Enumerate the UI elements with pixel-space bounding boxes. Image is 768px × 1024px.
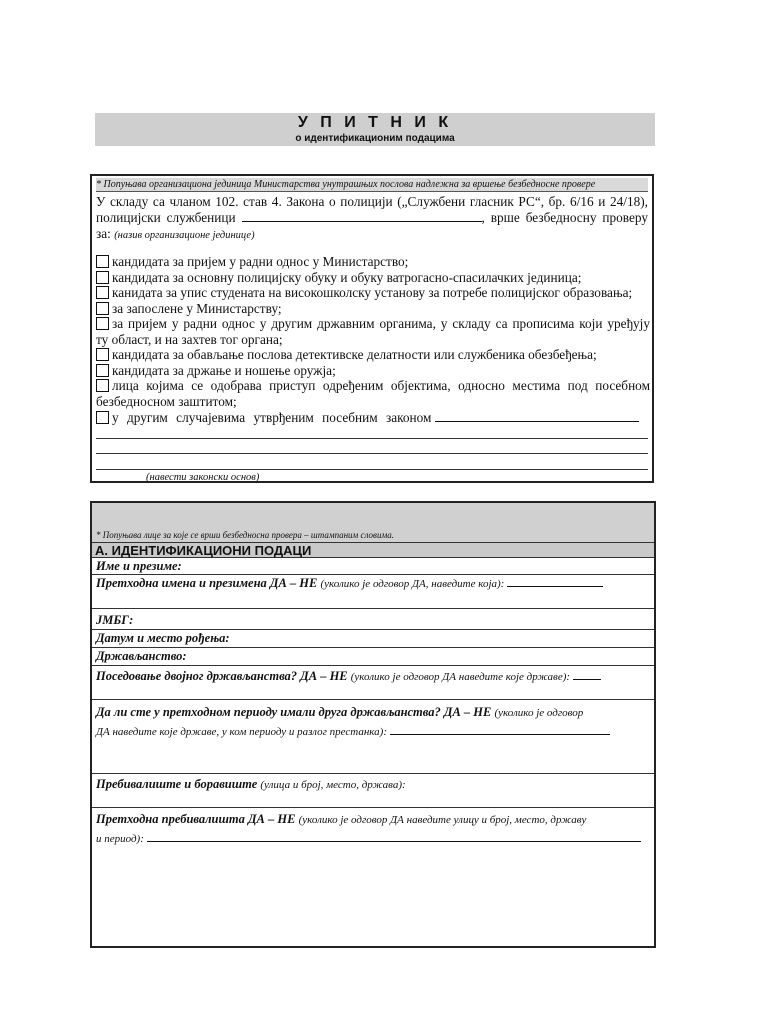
verification-unit-section	[90, 174, 654, 483]
previous-names-label: Претходна имена и презимена ДА – НЕ	[96, 576, 318, 590]
option-row	[96, 363, 650, 379]
person-note: * Попуњава лице за које се врши безбедносна провера – штампаним словима.	[96, 530, 394, 540]
legal-basis-line[interactable]	[96, 438, 648, 439]
checkbox[interactable]	[96, 317, 109, 330]
option-label: кандидата за пријем у радни однос у Министарство;	[112, 254, 409, 269]
previous-residences-hint-end: и период):	[96, 833, 144, 845]
previous-citizenship-field[interactable]	[390, 723, 610, 735]
option-row	[96, 347, 650, 363]
citizenship-label: Држављанство:	[96, 649, 187, 663]
intro-line-2	[96, 210, 648, 226]
checkbox[interactable]	[96, 411, 109, 424]
intro-line-2-start: полицијски службеници	[96, 210, 236, 225]
option-row	[96, 316, 650, 332]
previous-citizenship-row[interactable]	[92, 700, 654, 774]
option-row	[96, 409, 650, 426]
intro-line-2-end: , врше безбедносну проверу	[481, 210, 648, 225]
previous-citizenship-label: Да ли сте у претходном периоду имали друга држављанства? ДА – НЕ	[96, 705, 492, 719]
birth-row[interactable]	[92, 630, 654, 648]
residence-label: Пребивалиште и боравиште	[96, 777, 258, 791]
intro-line-3-start: за:	[96, 226, 111, 241]
previous-names-row[interactable]	[92, 575, 654, 609]
previous-residences-row[interactable]	[92, 808, 654, 946]
option-label: лица којима се одобрава приступ одређеним објектима, односно местима под посебном	[112, 378, 650, 393]
dual-citizenship-row[interactable]	[92, 666, 654, 700]
other-law-field[interactable]	[435, 409, 639, 422]
previous-residences-label: Претходна пребивалишта ДА – НЕ	[96, 812, 296, 826]
previous-names-hint: (уколико је одговор ДА, наведите која):	[320, 578, 505, 590]
dual-citizenship-label: Поседовање двојног држављанства? ДА – НЕ	[96, 669, 348, 683]
dual-citizenship-hint: (уколико је одговор ДА наведите које државе):	[350, 671, 571, 683]
previous-residences-hint-start: (уколико је одговор ДА наведите улицу и број, место, државу	[298, 814, 587, 826]
option-label: канидата за упис студената на високошколску установу за потребе полицијског образовања;	[112, 285, 633, 300]
option-row	[96, 301, 650, 317]
option-row	[96, 254, 650, 270]
birth-label: Датум и место рођења:	[96, 631, 230, 645]
unit-note: * Попуњава организациона јединица Министарства унутрашњих послова надлежна за вршење безбедносне провере	[96, 178, 648, 192]
form-title-band	[95, 113, 655, 146]
option-continuation: ту област, и на захтев тог органа;	[96, 331, 283, 347]
option-label: у другим случајевима утврђеним посебним законом	[112, 410, 432, 425]
legal-basis-line[interactable]	[96, 453, 648, 454]
option-row	[96, 270, 650, 286]
option-continuation: безбедносном заштитом;	[96, 393, 237, 409]
name-row[interactable]	[92, 558, 654, 575]
checkbox[interactable]	[96, 271, 109, 284]
previous-residences-field[interactable]	[147, 830, 641, 842]
unit-name-hint: (назив организационе јединице)	[114, 230, 255, 241]
form-title: У П И Т Н И К	[297, 114, 453, 131]
checkbox[interactable]	[96, 379, 109, 392]
unit-name-field[interactable]	[242, 210, 482, 222]
checkbox[interactable]	[96, 364, 109, 377]
identification-section	[90, 501, 656, 948]
name-label: Име и презиме:	[96, 559, 182, 573]
checkbox[interactable]	[96, 302, 109, 315]
form-subtitle: о идентификационим подацима	[295, 133, 455, 144]
option-label: за пријем у радни однос у другим државним органима, у складу са прописима који уређују	[112, 316, 650, 331]
section-a-header: А. ИДЕНТИФИКАЦИОНИ ПОДАЦИ	[92, 542, 654, 558]
dual-citizenship-field[interactable]	[573, 668, 601, 680]
checkbox[interactable]	[96, 348, 109, 361]
intro-line-1: У складу са чланом 102. став 4. Закона о полицији („Службени гласник РС“, бр. 6/16 и 24/18),	[96, 194, 648, 209]
option-label: кандидата за основну полицијску обуку и обуку ватрогасно-спасилачких јединица;	[112, 269, 582, 285]
intro-line-3	[96, 226, 648, 244]
jmbg-label: ЈМБГ:	[96, 613, 134, 627]
option-label: за запослене у Министарству;	[112, 300, 282, 316]
legal-basis-hint: (навести законски основ)	[146, 472, 260, 483]
jmbg-row[interactable]	[92, 609, 654, 630]
previous-citizenship-hint-start: (уколико је одговор	[494, 707, 584, 719]
intro-text	[96, 194, 648, 244]
residence-row[interactable]	[92, 774, 654, 808]
checkbox[interactable]	[96, 255, 109, 268]
previous-citizenship-hint-end: ДА наведите које државе, у ком периоду и разлог престанка):	[96, 726, 387, 738]
previous-names-field[interactable]	[507, 575, 603, 587]
citizenship-row[interactable]	[92, 648, 654, 666]
purpose-options	[96, 254, 650, 426]
option-label: кандидата за држање и ношење оружја;	[112, 362, 336, 378]
legal-basis-line[interactable]	[96, 469, 648, 470]
checkbox[interactable]	[96, 286, 109, 299]
option-label: кандидата за обављање послова детективске делатности или службеника обезбеђења;	[112, 347, 597, 362]
option-row	[96, 285, 650, 301]
option-row	[96, 378, 650, 394]
residence-hint: (улица и број, место, држава):	[260, 779, 406, 791]
